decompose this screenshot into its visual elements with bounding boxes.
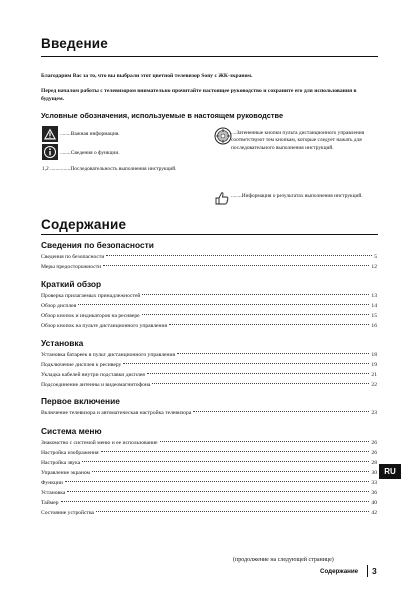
toc-entry[interactable]: Настройка изображения 26 xyxy=(41,450,377,456)
toc-entry[interactable]: Обзор кнопок и индикаторов на ресивере 15 xyxy=(41,313,377,319)
legend-info: ........Сведения о функции. xyxy=(60,150,120,156)
toc-entry[interactable]: Установка батареек в пульт дистанционного управления 18 xyxy=(41,352,377,358)
footer-divider xyxy=(367,565,368,577)
legend-steps: 1,2 ...............Последовательность выполнения инструкций. xyxy=(42,166,177,172)
language-tab: RU xyxy=(379,464,401,479)
section-safety: Сведения по безопасности xyxy=(41,240,154,250)
contents-title: Содержание xyxy=(41,217,127,232)
conventions-title: Условные обозначения, используемые в настоящем руководстве xyxy=(41,111,284,120)
toc-entry[interactable]: Меры предосторожности 12 xyxy=(41,264,377,270)
toc-entry[interactable]: Обзор дисплея 14 xyxy=(41,303,377,309)
toc-entry[interactable]: Состояние устройства 42 xyxy=(41,510,377,516)
continued-note: (продолжение на следующей странице) xyxy=(233,557,334,563)
intro-title: Введение xyxy=(41,36,109,51)
toc-entry[interactable]: Функции 33 xyxy=(41,480,377,486)
toc-entry[interactable]: Знакомство с системой меню и ее использование 26 xyxy=(41,440,377,446)
toc-entry[interactable]: Таймер 40 xyxy=(41,500,377,506)
legend-shaded-buttons: ....Затененные кнопки пульта дистанционного управления соответствуют тем кнопкам, которые следует нажать для последовательного выполнения инструкций. xyxy=(231,130,365,151)
intro-paragraph-1: Благодарим Вас за то, что вы выбрали этот цветной телевизор Sony с ЖК-экраном. xyxy=(41,73,253,79)
shaded-button-icon xyxy=(214,127,232,145)
toc-entry[interactable]: Включение телевизора и автоматическая настройка телевизора 23 xyxy=(41,410,377,416)
toc-entry[interactable]: Подсоединение антенны и видеомагнитофона 22 xyxy=(41,382,377,388)
intro-paragraph-2: Перед началом работы с телевизором внимательно прочитайте настоящее руководство и сохраните его для использования в будущем. xyxy=(41,88,357,102)
thumbs-up-icon xyxy=(214,190,230,206)
toc-entry[interactable]: Подключение дисплея к ресиверу 19 xyxy=(41,362,377,368)
legend-result: ........Информация о результатах выполнения инструкций. xyxy=(231,193,363,199)
section-first-start: Первое включение xyxy=(41,396,120,406)
legend-important: ........Важная информация. xyxy=(60,131,120,137)
toc-entry[interactable]: Обзор кнопок на пульте дистанционного управления 16 xyxy=(41,323,377,329)
info-icon xyxy=(42,144,58,160)
toc-entry[interactable]: Управление экраном 30 xyxy=(41,470,377,476)
toc-entry[interactable]: Укладка кабелей внутри подставки дисплея 21 xyxy=(41,372,377,378)
toc-entry[interactable]: Сведения по безопасности 5 xyxy=(41,254,377,260)
toc-entry[interactable]: Настройка звука 28 xyxy=(41,460,377,466)
toc-entry[interactable]: Установка 36 xyxy=(41,490,377,496)
intro-divider xyxy=(41,56,378,57)
page-number: 3 xyxy=(372,566,377,576)
section-installation: Установка xyxy=(41,338,84,348)
contents-divider xyxy=(41,234,378,235)
section-overview: Краткий обзор xyxy=(41,279,102,289)
section-menu-system: Система меню xyxy=(41,426,102,436)
warning-triangle-icon xyxy=(42,126,58,142)
footer-section-label: Содержание xyxy=(320,568,359,575)
toc-entry[interactable]: Проверка прилагаемых принадлежностей 13 xyxy=(41,293,377,299)
